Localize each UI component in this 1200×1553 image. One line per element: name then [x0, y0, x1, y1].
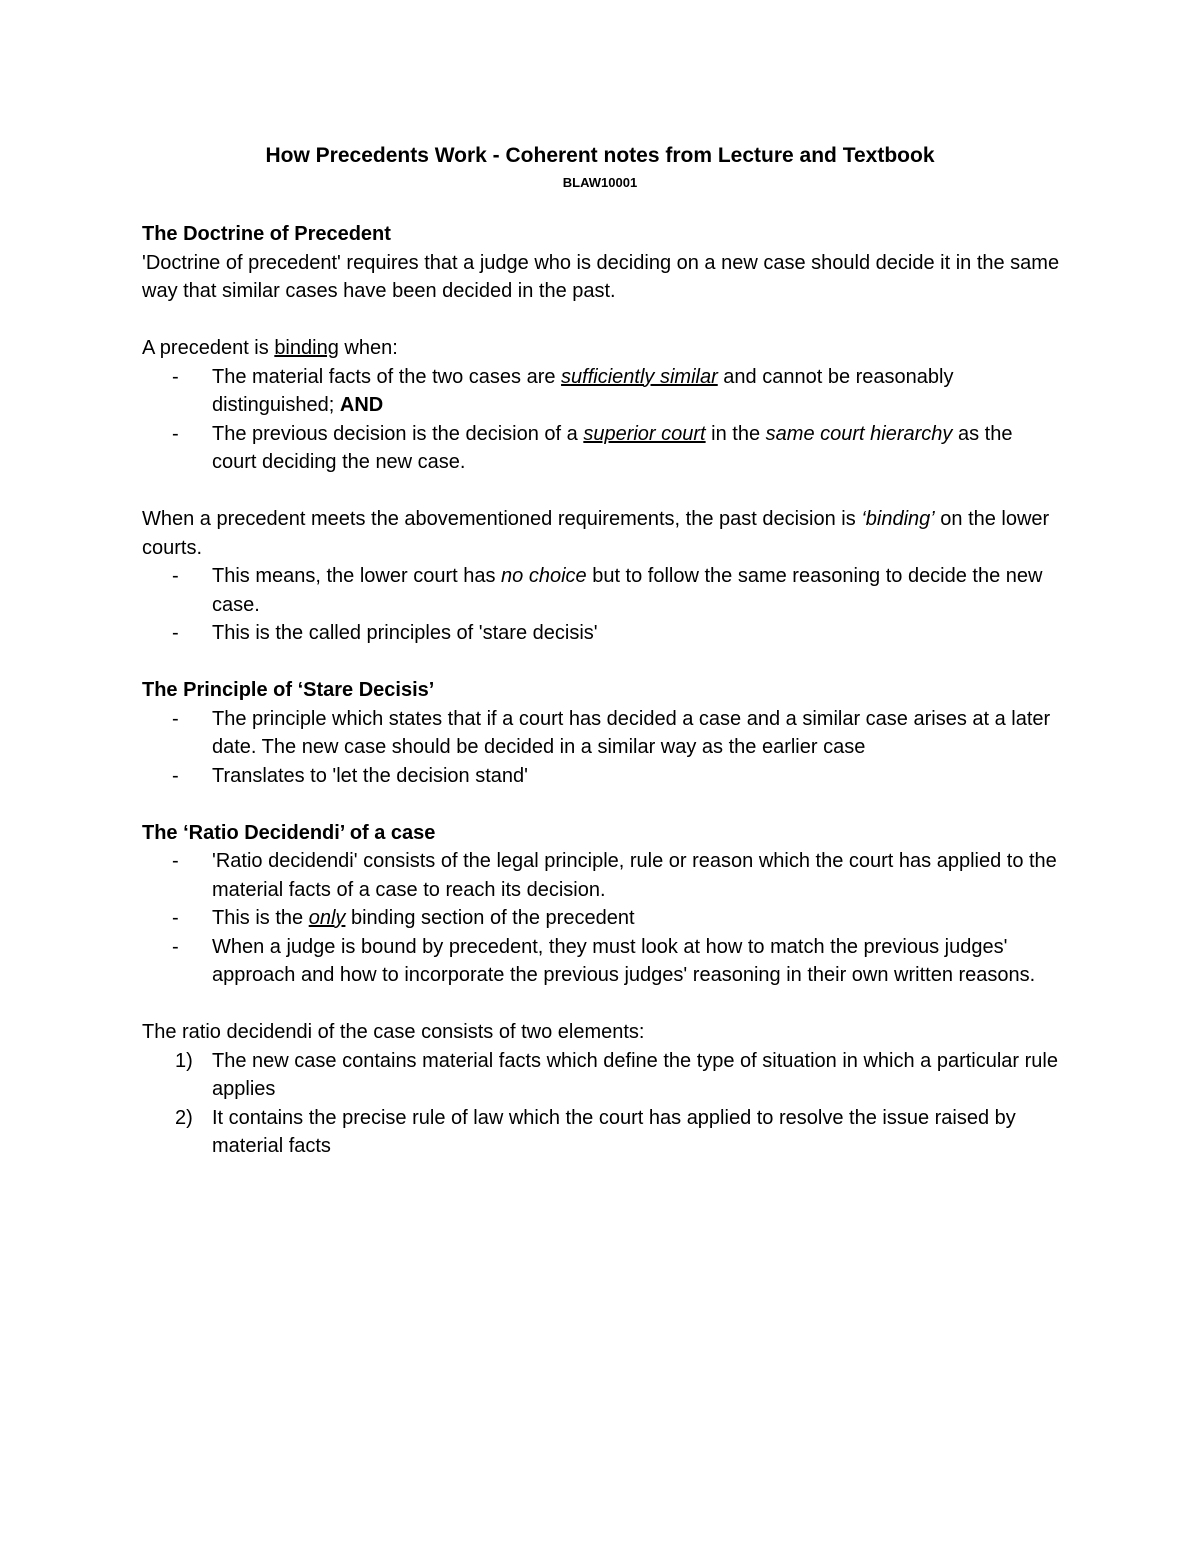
list-item: - The material facts of the two cases are sufficiently similar and cannot be reasonably distinguished; AND: [172, 365, 954, 416]
list-item: - This is the called principles of 'stare decisis': [172, 622, 598, 644]
binding-effects-list: [142, 562, 1062, 648]
section-heading-doctrine: The Doctrine of Precedent: [142, 223, 391, 245]
doctrine-intro: 'Doctrine of precedent' requires that a judge who is deciding on a new case should decide it in the same way that similar cases have been decided in the past.: [142, 251, 1060, 302]
stare-decisis-list: [142, 705, 1062, 791]
list-item: 1) The new case contains material facts which define the type of situation in which a particular rule applies: [175, 1049, 1058, 1100]
binding-explanation: When a precedent meets the abovementioned requirements, the past decision is ‘binding’ on the lower courts.: [142, 508, 1050, 559]
list-item: - 'Ratio decidendi' consists of the legal principle, rule or reason which the court has applied to the material facts of a case to reach its decision.: [172, 850, 1057, 901]
page-title: How Precedents Work - Coherent notes from Lecture and Textbook: [265, 144, 935, 167]
ratio-elements-list: [142, 1047, 1062, 1161]
ratio-elements-lead: The ratio decidendi of the case consists of two elements:: [142, 1021, 645, 1043]
ratio-decidendi-list: [142, 847, 1062, 990]
binding-term: binding: [274, 337, 339, 359]
binding-conditions-list: [142, 363, 1062, 477]
list-item: - This means, the lower court has no choice but to follow the same reasoning to decide the new case.: [172, 565, 1043, 616]
list-item: - The principle which states that if a court has decided a case and a similar case arises at a later date. The new case should be decided in a similar way as the earlier case: [172, 707, 1051, 758]
course-code: BLAW10001: [562, 175, 638, 190]
binding-lead: A precedent is binding when:: [142, 337, 398, 359]
document-body: [142, 220, 1062, 1161]
list-item: - The previous decision is the decision of a superior court in the same court hierarchy as the court deciding the new case.: [172, 422, 1013, 473]
section-heading-ratio-decidendi: The ‘Ratio Decidendi’ of a case: [142, 821, 436, 844]
list-item: - This is the only binding section of the precedent: [172, 907, 635, 929]
section-heading-stare-decisis: The Principle of ‘Stare Decisis’: [142, 679, 435, 701]
list-item: - When a judge is bound by precedent, they must look at how to match the previous judges' approach and how to incorporate the previous judges' reasoning in their own written reasons.: [172, 935, 1036, 986]
list-item: - Translates to 'let the decision stand': [172, 764, 528, 787]
list-item: 2) It contains the precise rule of law which the court has applied to resolve the issue raised by material facts: [175, 1106, 1016, 1157]
